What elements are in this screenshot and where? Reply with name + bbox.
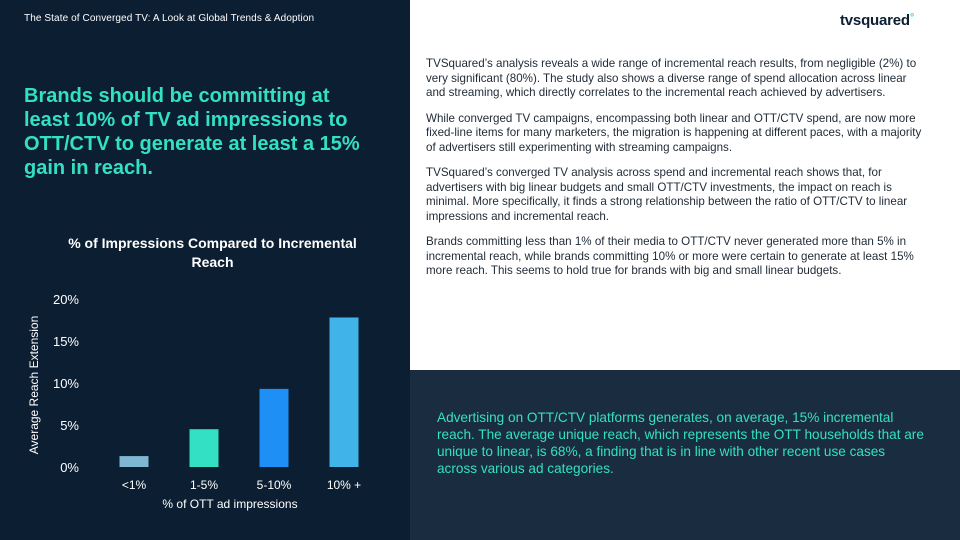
paragraph-2: While converged TV campaigns, encompassing both linear and OTT/CTV spend, are now more fixed-line items for many marketers, the migration is happening at different paces, with a majority of advertisers still experimenting with streaming campaigns. <box>426 111 922 154</box>
x-tick-label: 10% + <box>326 478 362 492</box>
logo-text: tvsquared <box>840 12 910 29</box>
y-tick-label: 10% <box>52 376 79 391</box>
bar <box>260 389 289 467</box>
y-tick-label: 5% <box>60 418 79 433</box>
y-tick-label: 20% <box>52 292 79 307</box>
logo-mark: ° <box>909 12 915 24</box>
paragraph-1: TVSquared’s analysis reveals a wide range of incremental reach results, from negligible (2%) to very significant (80%). The study also shows a diverse range of spend allocation across linear and streaming, which directly correlates to the incremental reach achieved by advertisers. <box>426 57 917 99</box>
y-axis-label: Average Reach Extension <box>27 315 41 455</box>
y-tick-label: 15% <box>52 334 79 349</box>
x-tick-label: 1-5% <box>189 478 219 492</box>
body-text <box>426 57 926 290</box>
x-tick-label: 5-10% <box>256 478 292 492</box>
y-tick-label: 0% <box>60 460 79 475</box>
paragraph-4: Brands committing less than 1% of their media to OTT/CTV never generated more than 5% in incremental reach, while brands committing 10% or more were certain to generate at least 15% more reach. This seems to hold true for brands with big and small linear budgets. <box>426 235 914 277</box>
bar <box>330 317 359 467</box>
x-axis-label: % of OTT ad impressions <box>162 497 298 511</box>
chart-title: % of Impressions Compared to Incremental Reach <box>68 235 357 270</box>
bar <box>120 456 149 467</box>
deck-title: The State of Converged TV: A Look at Global Trends & Adoption <box>24 13 315 24</box>
x-tick-label: <1% <box>121 478 147 492</box>
bar-chart <box>0 0 410 540</box>
paragraph-3: TVSquared’s converged TV analysis across spend and incremental reach shows that, for advertisers with big linear budgets and small OTT/CTV investments, the impact on reach is minimal. More specifically, it finds a strong relationship between the ratio of OTT/CTV to linear impressions and incremental reach. <box>426 166 908 223</box>
tvsquared-logo <box>840 12 914 29</box>
callout-text: Advertising on OTT/CTV platforms generates, on average, 15% incremental reach. The average unique reach, which represents the OTT households that are unique to linear, is 68%, a finding that is in line with other recent use cases across various ad categories. <box>437 410 924 476</box>
bar <box>190 429 219 467</box>
headline: Brands should be committing at least 10% of TV ad impressions to OTT/CTV to generate at least a 15% gain in reach. <box>24 85 360 179</box>
